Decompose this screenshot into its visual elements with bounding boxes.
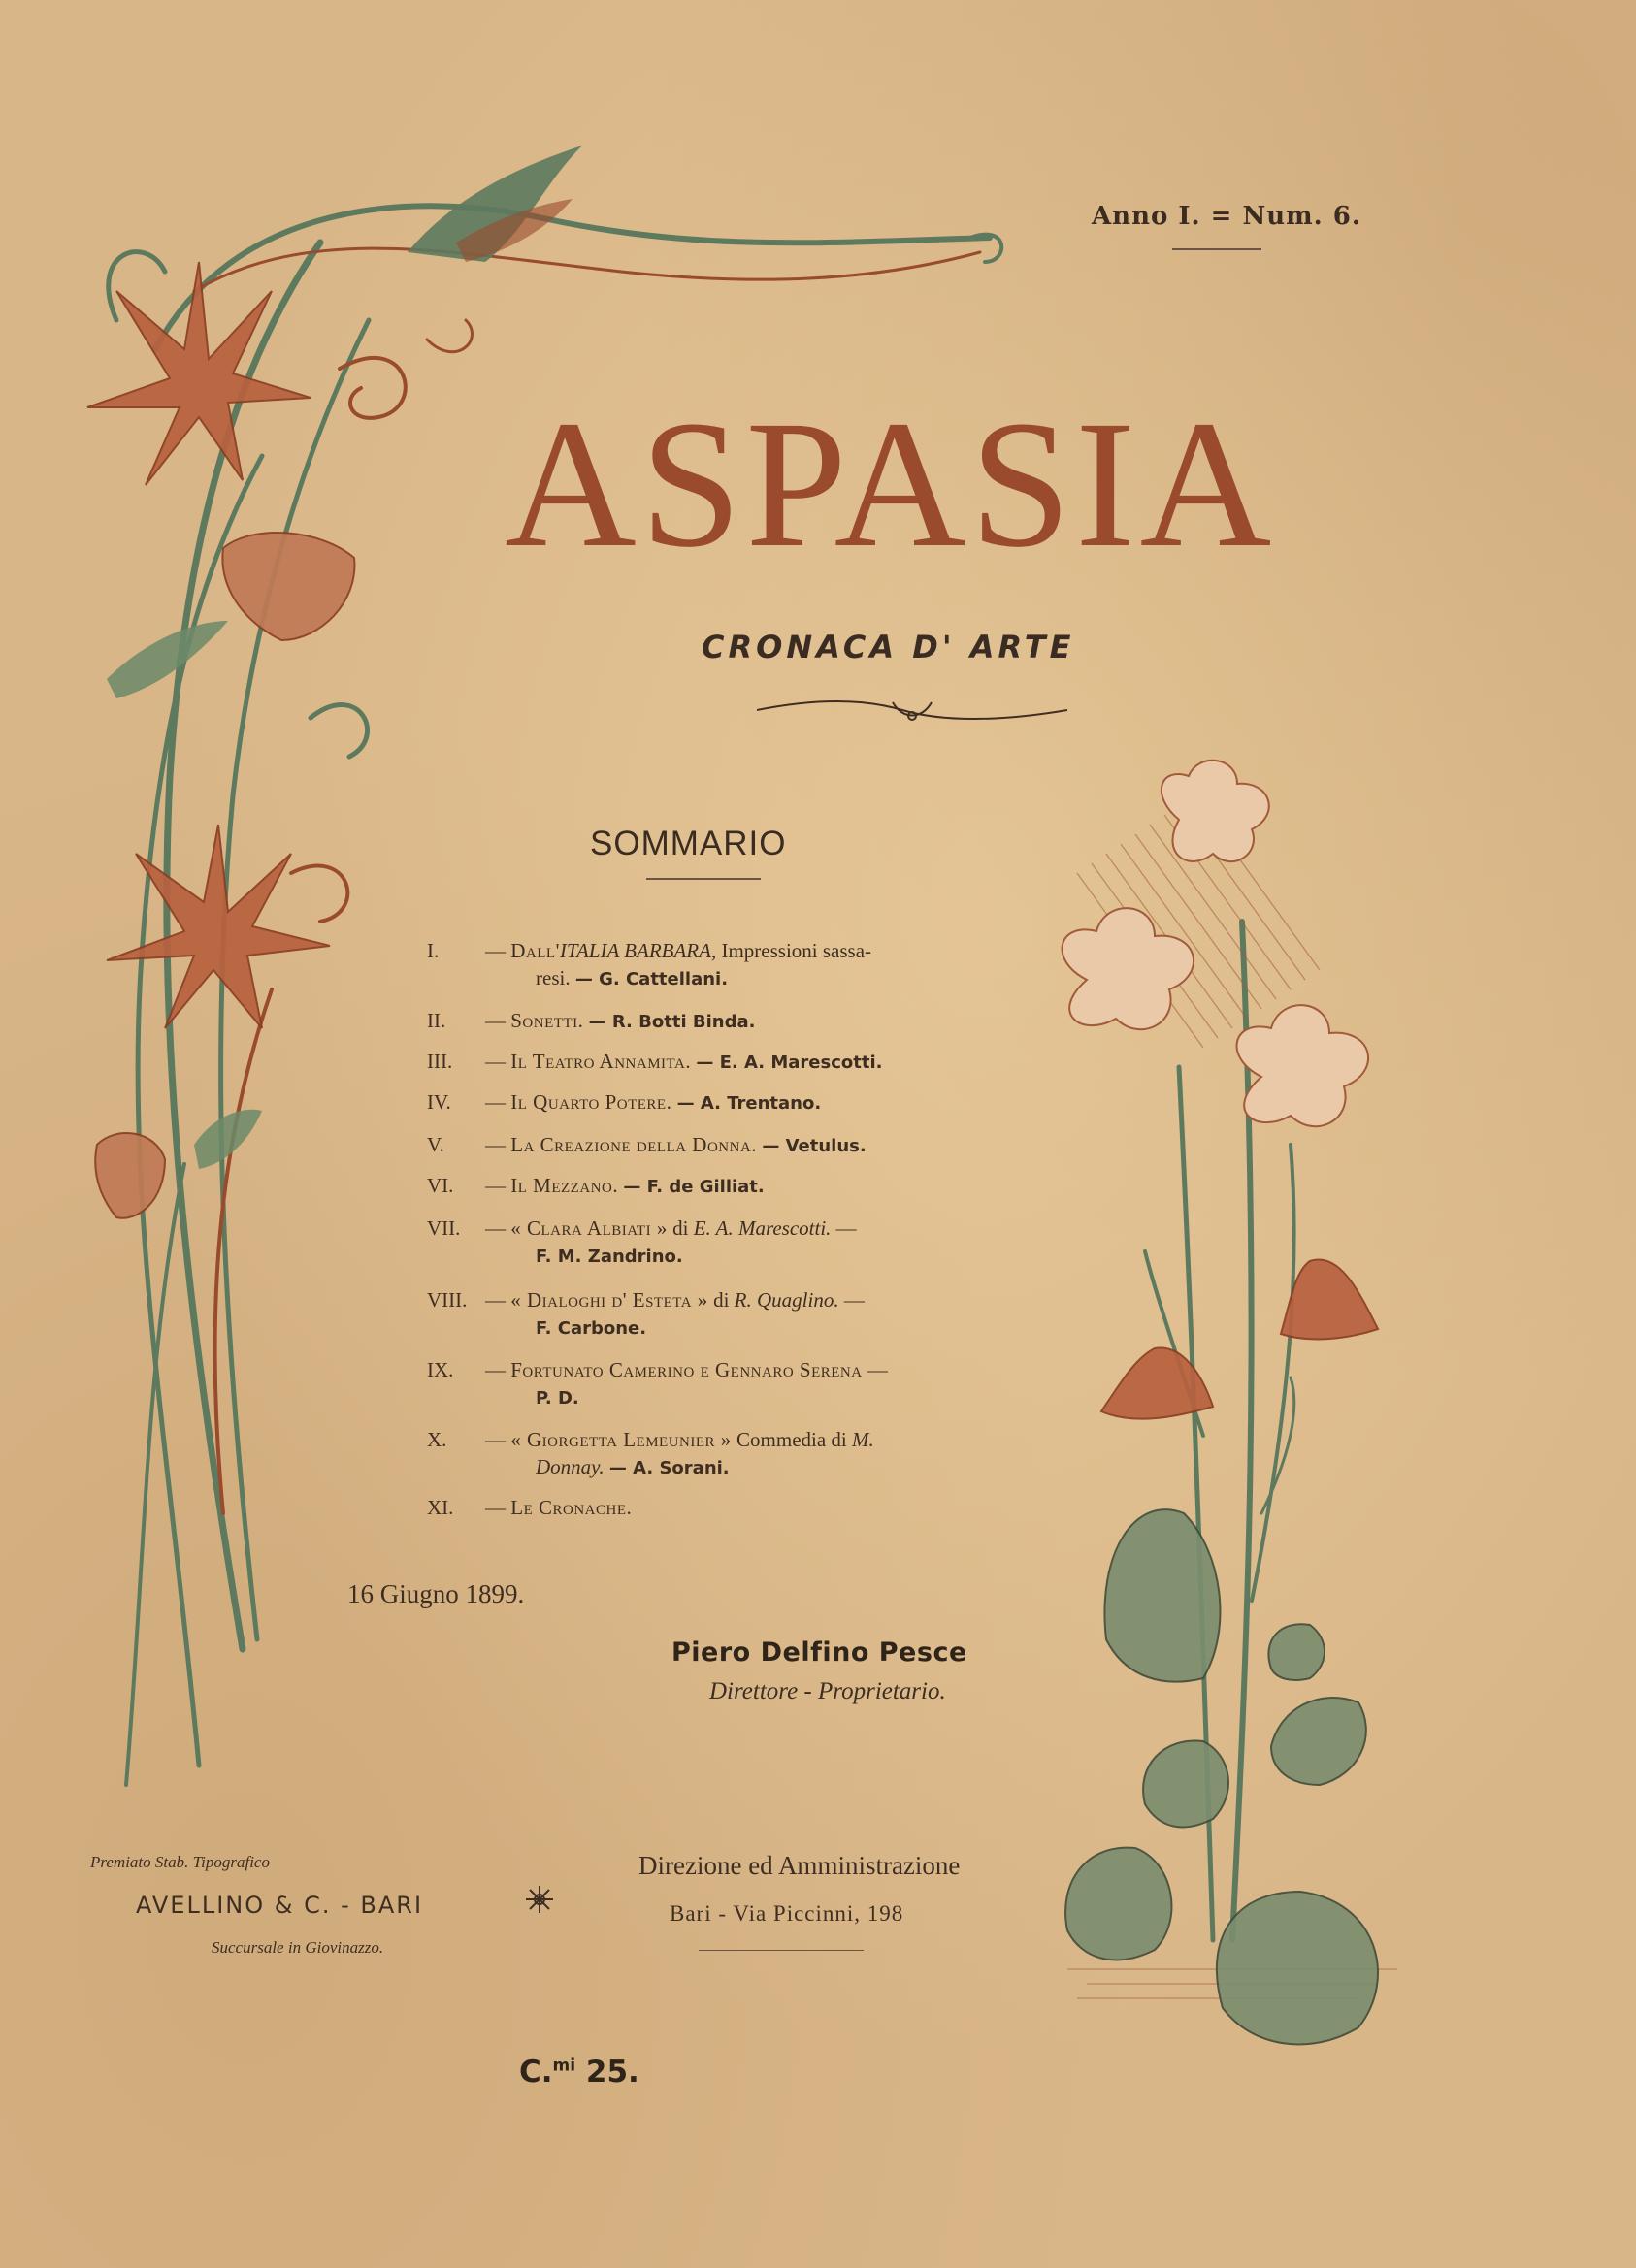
printer-name: AVELLINO & C. - BARI — [136, 1892, 424, 1919]
star-ornament-icon — [524, 1884, 555, 1915]
administration-title: Direzione ed Amministrazione — [638, 1851, 961, 1880]
magazine-subtitle: CRONACA D' ARTE — [702, 629, 1075, 665]
printer-branch: Succursale in Giovinazzo. — [212, 1938, 384, 1957]
price — [519, 2055, 639, 2090]
magazine-title: ASPASIA — [505, 382, 1276, 585]
price-superscript: mi — [552, 2056, 576, 2076]
issue-underline — [1172, 248, 1261, 250]
issue-date: 16 Giugno 1899. — [347, 1579, 525, 1608]
director-role: Direttore - Proprietario. — [709, 1678, 946, 1704]
printer-label: Premiato Stab. Tipografico — [90, 1853, 270, 1871]
summary-heading: SOMMARIO — [590, 825, 787, 862]
price-value: 25. — [575, 2055, 639, 2090]
director-name: Piero Delfino Pesce — [671, 1637, 967, 1668]
administration-address: Bari - Via Piccinni, 198 — [670, 1901, 904, 1926]
price-prefix: C. — [519, 2055, 553, 2090]
administration-underline — [699, 1950, 864, 1951]
issue-number: Anno I. = Num. 6. — [1092, 202, 1361, 231]
summary-heading-underline — [646, 878, 761, 880]
title-ornament — [757, 691, 1067, 729]
